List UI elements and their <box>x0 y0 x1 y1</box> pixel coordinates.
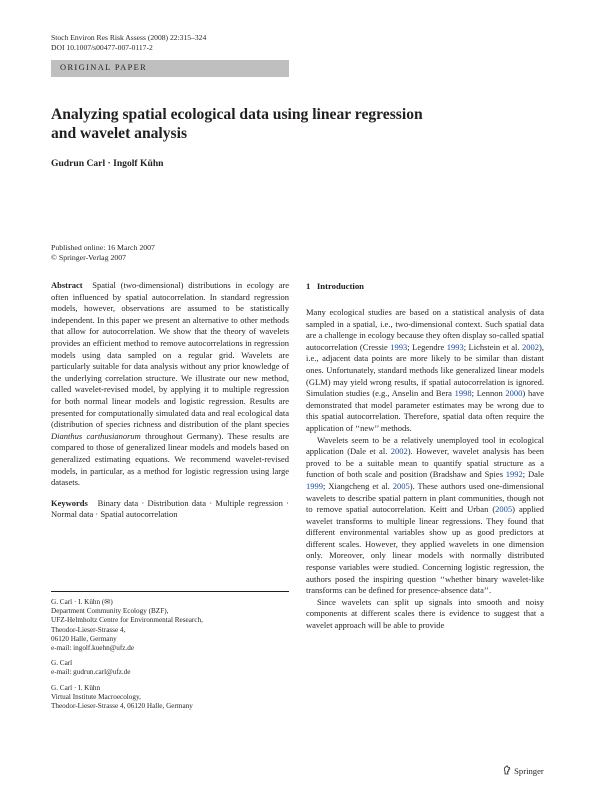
citation-link[interactable]: 1998 <box>454 388 472 399</box>
article-type-label: ORIGINAL PAPER <box>60 63 148 72</box>
publisher-logo <box>503 765 544 776</box>
paragraph-text: ; Lennon <box>471 388 506 399</box>
affiliations <box>51 598 289 717</box>
affiliation-1-line: Theodor-Lieser-Strasse 4, <box>51 625 126 634</box>
affiliation-1-line: 06120 Halle, Germany <box>51 634 117 643</box>
intro-paragraph-1 <box>306 307 544 435</box>
paragraph-text: ) applied wavelet transforms to multiple linear regressions. They found that different environmental variables show up as good predictors at different scales. However, they applied wavelets in one dimension only. Moreover, only linear models with normally distributed response variables were studied. Concerning logistic regression, the authors posed the inspiring question ‘‘whether binary wavelet-like transforms can be defined for presence-absence data’’. <box>306 504 544 596</box>
affiliation-3-line: Theodor-Lieser-Strasse 4, 06120 Halle, Germany <box>51 702 193 711</box>
email-link[interactable]: e-mail: gudrun.carl@ufz.de <box>51 668 131 677</box>
title-line-2: and wavelet analysis <box>51 125 188 142</box>
species-name: Dianthus carthusianorum <box>51 430 141 441</box>
article-title <box>51 105 471 143</box>
journal-citation: Stoch Environ Res Risk Assess (2008) 22:315–324 <box>51 33 207 42</box>
affiliation-3-line: Virtual Institute Macroecology, <box>51 692 141 701</box>
keywords <box>51 498 289 521</box>
affiliation-2 <box>51 659 289 677</box>
paragraph-text: ; Xiangcheng et al. <box>323 480 393 491</box>
section-heading <box>306 281 364 291</box>
copyright: © Springer-Verlag 2007 <box>51 252 127 262</box>
paragraph-text: Wavelets seem to be a relatively unemployed tool in ecological application (Dale et al. <box>306 434 544 457</box>
title-line-1: Analyzing spatial ecological data using linear regression <box>51 106 423 123</box>
article-type-bar <box>51 60 289 77</box>
section-number: 1 <box>306 281 311 291</box>
published-date: Published online: 16 March 2007 <box>51 243 155 252</box>
affiliation-1 <box>51 598 289 653</box>
abstract-text-a: Spatial (two-dimensional) distributions in ecology are often influenced by spatial autocorrelation. In standard regression models, however, observations are assumed to be statistically independent. In this paper we present an alternative to other methods that allow for autocorrelation. We show that the theory of wavelets provides an efficient method to remove autocorrelations in regression models using data sampled on a regular grid. Wavelets are particularly suitable for data analysis without any prior knowledge of the underlying correlation structure. We illustrate our new method, called wavelet-revised model, by applying it to multiple regression for both normal linear models and logistic regression. Results are presented for computationally simulated data and real ecological data (distribution of species richness and distribution of the plant species <box>51 280 289 430</box>
citation-link[interactable]: 1999 <box>306 480 323 491</box>
paragraph-text: ). These authors used one-dimensional wavelets to describe spatial pattern in plant communities, though not to remove spatial autocorrelation. Keitt and Urban ( <box>306 480 544 515</box>
keywords-label: Keywords <box>51 497 88 508</box>
paragraph-text: ), i.e., adjacent data points are more likely to be similar than distant ones. Unfortunately, standard methods like generalized linear models (GLM) may yield wrong results, if spatial autocorrelation is ignored. Simulation studies (e.g., Anselin and Bera <box>306 341 544 399</box>
abstract-text-b: throughout Germany). These results are compared to those of generalized linear models and models based on generalized estimating equations. We recommend wavelet-revised models, in particular, as a method for logistic regression using large datasets. <box>51 430 289 488</box>
paragraph-text: ; Dale <box>522 469 544 480</box>
intro-paragraph-2 <box>306 435 544 597</box>
paragraph-text: ) have demonstrated that model parameter estimates may be wrong due to this spatial autocorrelation. Therefore, spatial data often require the application of ‘‘new’’ methods. <box>306 388 544 433</box>
paragraph-text: Many ecological studies are based on a statistical analysis of data sampled in a spatial, i.e., two-dimensional context. Such spatial data are a challenge in ecology because they often display so-called spatial autocorrelation (Cressie <box>306 307 544 352</box>
abstract-label: Abstract <box>51 280 83 290</box>
authors: Gudrun Carl · Ingolf Kühn <box>51 158 164 169</box>
affiliation-1-names: G. Carl · I. Kühn (✉) <box>51 598 113 606</box>
springer-horse-icon <box>503 765 512 775</box>
intro-paragraph-3 <box>306 597 544 632</box>
publication-info <box>51 243 155 262</box>
affiliation-1-line: Department Community Ecology (BZF), <box>51 607 169 616</box>
citation-link[interactable]: 1993 <box>390 341 408 352</box>
paragraph-text: ; Lichstein et al. <box>463 341 523 352</box>
citation-link[interactable]: 2002 <box>390 446 408 457</box>
paragraph-text: Since wavelets can split up signals into smooth and noisy components at different scales there is evidence to suggest that a wavelet approach will be able to provide <box>306 596 544 631</box>
introduction-text <box>306 307 544 632</box>
affiliation-3 <box>51 684 289 712</box>
abstract <box>51 280 289 489</box>
keywords-text: Binary data · Distribution data · Multiple regression · Normal data · Spatial autocorrelation <box>51 497 289 520</box>
citation-link[interactable]: 2000 <box>505 388 523 399</box>
abstract-block <box>51 280 289 521</box>
paragraph-text: ). However, wavelet analysis has been proved to be a suitable mean to quantify spatial structure as a function of both scale and position (Bradshaw and Spies <box>306 446 544 480</box>
citation-link[interactable]: 1993 <box>446 341 464 352</box>
paragraph-text: ; Legendre <box>407 341 447 352</box>
citation-link[interactable]: 2005 <box>392 480 410 491</box>
affiliation-1-line: UFZ-Helmholtz Centre for Environmental Research, <box>51 616 203 625</box>
affiliation-2-line: G. Carl <box>51 659 73 668</box>
doi: DOI 10.1007/s00477-007-0117-2 <box>51 43 153 52</box>
citation-link[interactable]: 2002 <box>522 341 540 352</box>
email-link[interactable]: e-mail: ingolf.kuehn@ufz.de <box>51 644 135 653</box>
citation-link[interactable]: 1992 <box>505 469 523 480</box>
running-header <box>51 33 206 53</box>
affiliation-3-line: G. Carl · I. Kühn <box>51 683 101 692</box>
citation-link[interactable]: 2005 <box>495 504 513 515</box>
section-title: Introduction <box>316 281 365 291</box>
affiliation-divider <box>51 591 289 592</box>
publisher-name: Springer <box>514 766 544 776</box>
